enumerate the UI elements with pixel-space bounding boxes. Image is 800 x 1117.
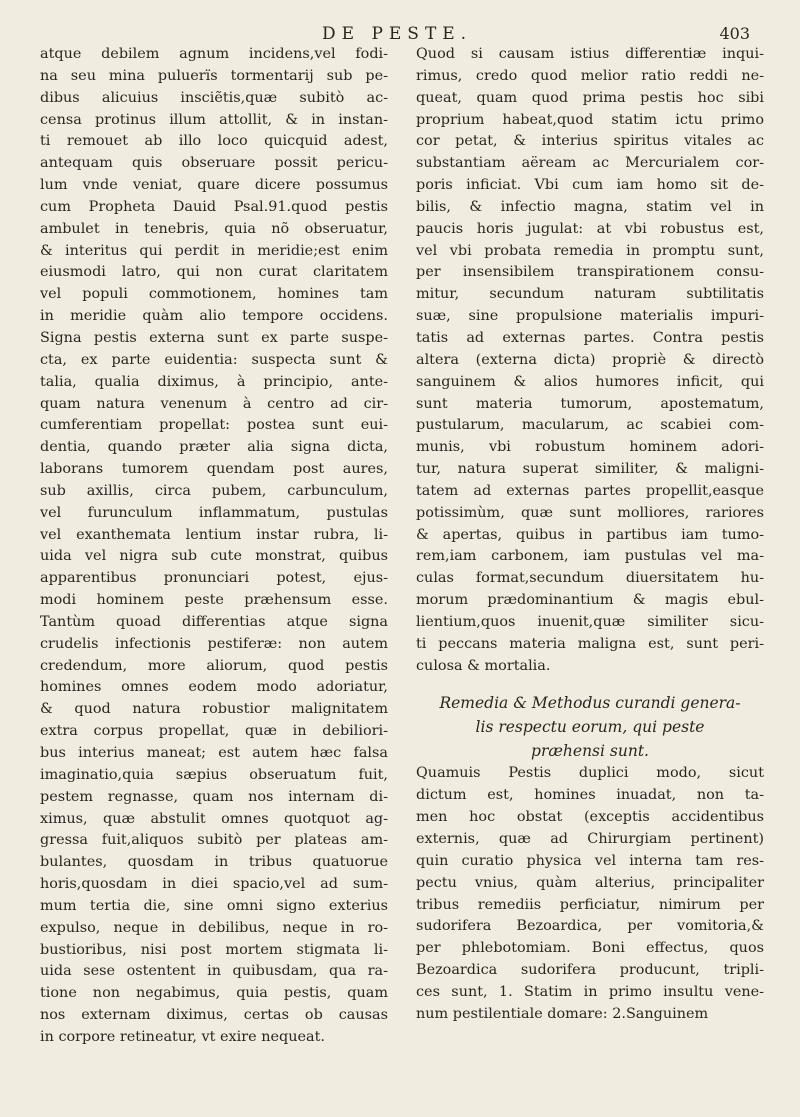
text-line: vel populi commotionem, homines tam (40, 286, 388, 303)
text-line: talia, qualia diximus, à principio, ante- (40, 373, 388, 390)
text-line: cta, ex parte euidentia: suspecta sunt & (40, 351, 388, 368)
text-line: modi hominem peste præhensum esse. (40, 592, 388, 609)
text-line: pestem regnasse, quam nos internam di- (40, 788, 388, 805)
text-line: proprium habeat,quod statim ictu primo (416, 111, 764, 128)
text-line: Quamuis Pestis duplici modo, sicut (416, 765, 764, 782)
text-line: quin curatio physica vel interna tam res- (416, 852, 764, 869)
running-head: DE PESTE. (322, 24, 473, 44)
text-line: expulso, neque in debilibus, neque in ro- (40, 919, 388, 936)
text-line: antequam quis obseruare possit pericu- (40, 155, 388, 172)
text-line: cumferentiam propellat: postea sunt eui- (40, 417, 388, 434)
text-line: præhensi sunt. (531, 742, 649, 761)
text-line: atque debilem agnum incidens,vel fodi- (40, 46, 388, 62)
text-line: credendum, more aliorum, quod pestis (40, 657, 388, 674)
page-header (40, 24, 764, 52)
text-line: dibus alicuius insciẽtis,quæ subitò ac- (40, 89, 388, 106)
text-line: ti peccans materia maligna est, sunt peri- (416, 635, 764, 652)
text-line: sanguinem & alios humores inficit, qui (416, 373, 764, 390)
text-line: laborans tumorem quendam post aures, (40, 461, 388, 478)
right-column (416, 44, 764, 1049)
text-line: vel vbi probata remedia in promptu sunt, (416, 242, 764, 259)
text-line: rem,iam carbonem, iam pustulas vel ma- (416, 548, 764, 565)
text-line: tur, natura superat similiter, & maligni- (416, 461, 764, 478)
right-column-paragraph (416, 44, 764, 677)
text-line: bilis, & infectio magna, statim vel in (416, 198, 764, 215)
text-line: bustioribus, nisi post mortem stigmata li- (40, 941, 388, 958)
text-line: paucis horis jugulat: at vbi robustus est, (416, 220, 764, 237)
text-line: homines omnes eodem modo adoriatur, (40, 679, 388, 696)
text-line: poris inficiat. Vbi cum iam homo sit de- (416, 177, 764, 194)
text-line: vel exanthemata lentium instar rubra, li- (40, 526, 388, 543)
text-line: & interitus qui perdit in meridie;est enim (40, 242, 388, 259)
text-line: morum prædominantium & magis ebul- (416, 592, 764, 609)
text-line: sunt materia tumorum, apostematum, (416, 395, 764, 412)
text-line: Remedia & Methodus curandi genera- (439, 694, 741, 713)
text-line: potissimùm, quæ sunt molliores, rariores (416, 504, 764, 521)
text-line: culas format,secundum diuersitatem hu- (416, 570, 764, 587)
text-line: queat, quam quod prima pestis hoc sibi (416, 89, 764, 106)
text-line: Quod si causam istius differentiæ inqui- (416, 46, 764, 62)
text-columns (40, 46, 764, 1049)
text-line: crudelis infectionis pestiferæ: non autem (40, 635, 388, 652)
text-line: gressa fuit,aliquos subitò per plateas am- (40, 832, 388, 849)
text-line: altera (externa dicta) propriè & directò (416, 351, 764, 368)
text-line: tribus remediis perficiatur, nimirum per (416, 896, 764, 913)
text-line: externis, quæ ad Chirurgiam pertinent) (416, 831, 764, 847)
text-line: lum vnde veniat, quare dicere possumus (40, 177, 388, 194)
text-line: vel furunculum inflammatum, pustulas (40, 504, 388, 521)
text-line: ximus, quæ abstulit omnes quotquot ag- (40, 810, 388, 827)
text-line: suæ, sine propulsione materialis impuri- (416, 308, 764, 325)
text-line: Tantùm quoad differentias atque signa (40, 613, 388, 630)
text-line: cor petat, & interius spiritus vitales ac (416, 133, 764, 150)
text-line: num pestilentiale domare: 2.Sanguinem (416, 1005, 709, 1022)
text-line: imaginatio,quia sæpius obseruatum fuit, (40, 766, 388, 783)
text-line: apparentibus pronunciari potest, ejus- (40, 570, 388, 587)
text-line: in corpore retineatur, vt exire nequeat. (40, 1028, 325, 1045)
text-line: & quod natura robustior malignitatem (40, 701, 388, 718)
text-line: tatis ad externas partes. Contra pestis (416, 329, 764, 346)
text-line: bulantes, quosdam in tribus quatuorue (40, 854, 388, 871)
text-line: lientium,quos inuenit,quæ similiter sicu- (416, 613, 764, 630)
text-line: pustularum, macularum, ac scabiei com- (416, 417, 764, 434)
text-line: cum Propheta Dauid Psal.91.quod pestis (40, 198, 388, 215)
text-line: tatem ad externas partes propellit,easque (416, 482, 764, 499)
text-line: quam natura venenum à centro ad cir- (40, 395, 388, 412)
text-line: culosa & mortalia. (416, 657, 551, 674)
text-line: eiusmodi latro, qui non curat claritatem (40, 264, 388, 281)
left-column (40, 44, 388, 1049)
text-line: ces sunt, 1. Statim in primo insultu vene- (416, 983, 764, 1000)
text-line: na seu mina puluerïs tormentarij sub pe- (40, 67, 388, 84)
text-line: bus interius maneat; est autem hæc falsa (40, 745, 388, 761)
text-line: uida vel nigra sub cute monstrat, quibus (40, 548, 388, 565)
text-line: rimus, credo quod melior ratio reddi ne- (416, 67, 764, 84)
text-line: tione non negabimus, quia pestis, quam (40, 985, 388, 1002)
text-line: Bezoardica sudorifera producunt, tripli- (416, 962, 764, 979)
text-line: per insensibilem transpirationem consu- (416, 264, 764, 281)
text-line: lis respectu eorum, qui peste (475, 718, 705, 737)
text-line: extra corpus propellat, quæ in debiliori- (40, 723, 388, 740)
text-line: & apertas, quibus in partibus iam tumo- (416, 526, 764, 543)
text-line: horis,quosdam in diei spacio,vel ad sum- (40, 876, 388, 893)
text-line: pectu vnius, quàm alterius, principaliter (416, 874, 764, 891)
text-line: Signa pestis externa sunt ex parte suspe- (40, 329, 388, 346)
text-line: munis, vbi robustum hominem adori- (416, 439, 764, 456)
text-line: in meridie quàm alio tempore occidens. (40, 308, 388, 325)
right-column-paragraph-2 (416, 763, 764, 1025)
text-line: men hoc obstat (exceptis accidentibus (416, 809, 764, 826)
page-number: 403 (719, 24, 750, 43)
text-line: dictum est, homines inuadat, non ta- (416, 787, 764, 804)
text-line: per phlebotomiam. Boni effectus, quos (416, 940, 764, 957)
text-line: mum tertia die, sine omni signo exterius (40, 897, 388, 914)
text-line: nos externam diximus, certas ob causas (40, 1007, 388, 1024)
text-line: mitur, secundum naturam subtilitatis (416, 286, 764, 303)
text-line: sudorifera Bezoardica, per vomitoria,& (416, 918, 764, 935)
text-line: ambulet in tenebris, quia nõ obseruatur, (40, 220, 388, 237)
text-line: sub axillis, circa pubem, carbunculum, (40, 482, 388, 499)
text-line: ti remouet ab illo loco quicquid adest, (40, 133, 388, 150)
text-line: dentia, quando præter alia signa dicta, (40, 439, 388, 456)
text-line: censa protinus illum attollit, & in instan- (40, 111, 388, 128)
text-line: uida sese ostentent in quibusdam, qua ra- (40, 963, 388, 980)
text-line: substantiam aëream ac Mercurialem cor- (416, 155, 764, 172)
section-heading (416, 691, 764, 763)
